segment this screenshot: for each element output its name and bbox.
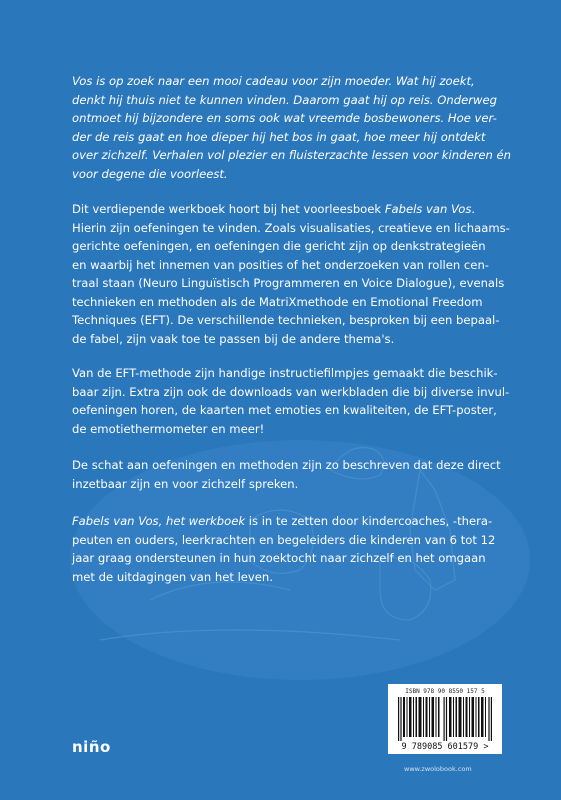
audience-text: is in te zetten door kindercoaches, -thera- (245, 514, 493, 528)
description-text: . (471, 202, 476, 216)
description-line (72, 200, 500, 219)
description-line: technieken en methoden als de MatriXmethode en Emotional Freedom (72, 294, 483, 309)
audience-paragraph (72, 512, 500, 586)
eft-paragraph (72, 364, 510, 438)
eft-line: baar zijn. Extra zijn ook de downloads van werkbladen die bij diverse invul- (72, 384, 510, 399)
description-line: en waarbij het innemen van posities of het onderzoeken van rollen cen- (72, 257, 489, 272)
description-line: Hierin zijn oefeningen te vinden. Zoals visualisaties, creatieve en lichaams- (72, 220, 510, 235)
isbn-label: ISBN 978 90 8550 157 5 (405, 688, 485, 695)
book-title: Fabels van Vos, het werkboek (72, 514, 246, 528)
description-line: Techniques (EFT). De verschillende technieken, besproken bij een bepaal- (72, 313, 500, 327)
intro-line: denkt hij thuis niet te kunnen vinden. Daarom gaat hij op reis. Onderweg (72, 92, 497, 107)
barcode-bars (398, 697, 492, 741)
publisher-logo: niño (72, 738, 111, 756)
description-line: gerichte oefeningen, en oefeningen die gericht zijn op denkstrategieën (72, 239, 486, 253)
description-line: traal staan (Neuro Linguïstisch Programmeren en Voice Dialogue), evenals (72, 276, 505, 290)
book-title: Fabels van Vos (384, 202, 472, 216)
audience-line (72, 512, 500, 531)
eft-line: oefeningen horen, de kaarten met emoties en kwaliteiten, de EFT-poster, (72, 403, 497, 417)
description-line: de fabel, zijn vaak toe te passen bij de andere thema's. (72, 331, 395, 346)
website-url: www.zwolobook.com (404, 765, 472, 773)
methods-line: De schat aan oefeningen en methoden zijn zo beschreven dat deze direct (72, 458, 501, 472)
intro-paragraph (72, 72, 511, 183)
intro-line: Vos is op zoek naar een mooi cadeau voor zijn moeder. Wat hij zoekt, (72, 74, 475, 88)
description-text: Dit verdiepende werkboek hoort bij het voorleesboek (72, 202, 385, 216)
barcode-number: 9 789085 601579 > (401, 742, 489, 752)
methods-line: inzetbaar zijn en voor zichzelf spreken. (72, 476, 299, 491)
intro-line: over zichzelf. Verhalen vol plezier en fluisterzachte lessen voor kinderen én (72, 148, 511, 162)
barcode (388, 684, 502, 754)
intro-line: der de reis gaat en hoe dieper hij het bos in gaat, hoe meer hij ontdekt (72, 129, 486, 144)
intro-line: voor degene die voorleest. (72, 166, 228, 181)
audience-line: jaar graag ondersteunen in hun zoektocht naar zichzelf en het omgaan (72, 551, 486, 565)
eft-line: Van de EFT-methode zijn handige instructiefilmpjes gemaakt die beschik- (72, 366, 498, 380)
audience-line: met de uitdagingen van het leven. (72, 569, 273, 584)
intro-line: ontmoet hij bijzondere en soms ook wat vreemde bosbewoners. Hoe ver- (72, 111, 497, 125)
audience-line: peuten en ouders, leerkrachten en begeleiders die kinderen van 6 tot 12 (72, 532, 496, 547)
description-paragraph (72, 200, 510, 348)
methods-paragraph (72, 456, 500, 493)
eft-line: de emotiethermometer en meer! (72, 421, 265, 436)
